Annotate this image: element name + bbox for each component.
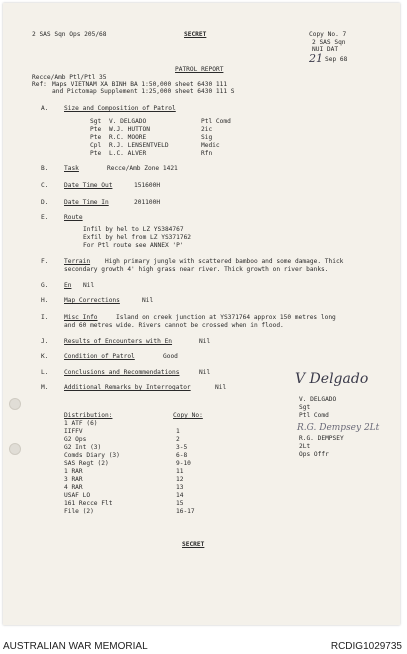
item-letter: D. [41, 199, 49, 206]
route-line: Infil by hel to LZ YS384767 [83, 226, 184, 233]
patrol-role: Rfn [201, 150, 213, 157]
item-label: Date Time Out [64, 182, 113, 189]
item-letter: J. [41, 338, 49, 345]
distribution-name: USAF LO [64, 492, 91, 499]
document-page [3, 3, 400, 625]
patrol-name: L.C. ALVER [109, 150, 147, 157]
item-letter: E. [41, 214, 49, 221]
route-line: For Ptl route see ANNEX 'P' [83, 242, 184, 249]
ref-pictomap: and Pictomap Supplement 1:25,000 sheet 6430 111 S [52, 88, 235, 95]
item-label: Date Time In [64, 199, 109, 206]
item-letter: G. [41, 282, 49, 289]
patrol-role: Sig [201, 134, 213, 141]
distribution-name: SAS Regt (2) [64, 460, 109, 467]
copy-number: Copy No. 7 [309, 31, 347, 38]
reference-number: 2 SAS Sqn Ops 205/68 [32, 31, 107, 38]
patrol-name: R.J. LENSENTVELD [109, 142, 169, 149]
patrol-role: Ptl Comd [201, 118, 231, 125]
item-value: Nil [199, 369, 211, 376]
distribution-copy: 2 [176, 436, 180, 443]
distribution-copy: 3-5 [176, 444, 188, 451]
signature-delgado: V Delgado [295, 371, 369, 387]
classification-bottom: SECRET [182, 541, 205, 548]
patrol-role: 2ic [201, 126, 213, 133]
report-title: PATROL REPORT [175, 66, 224, 73]
item-value: Nil [215, 384, 227, 391]
signature-name: V. DELGADO [299, 396, 337, 403]
item-value: 201100H [134, 199, 161, 206]
item-label: Misc Info [64, 314, 98, 321]
distribution-name: Comds Diary (3) [64, 452, 120, 459]
distribution-name: G2 Int (3) [64, 444, 102, 451]
signature-name: R.G. DEMPSEY [299, 435, 344, 442]
item-value: Good [163, 353, 178, 360]
item-label: Results of Encounters with En [64, 338, 173, 345]
item-value: Recce/Amb Zone 1421 [107, 165, 178, 172]
item-label: Terrain [64, 258, 91, 265]
item-value: Nil [142, 297, 154, 304]
date-day: 21 [309, 52, 323, 65]
misc-line: and 60 metres wide. Rivers cannot be crossed when in flood. [64, 322, 284, 329]
item-letter: M. [41, 384, 49, 391]
distribution-name: 161 Recce Flt [64, 500, 113, 507]
distribution-name: G2 Ops [64, 436, 87, 443]
misc-line: Island on creek junction at YS371764 approx 150 metres long [116, 314, 336, 321]
distribution-copy: 12 [176, 476, 184, 483]
footer-institution: AUSTRALIAN WAR MEMORIAL [3, 641, 148, 652]
item-letter: F. [41, 258, 49, 265]
signature-rank: 2Lt [299, 443, 311, 450]
distribution-name: IIFFV [64, 428, 83, 435]
item-label: Conclusions and Recommendations [64, 369, 180, 376]
patrol-name: W.J. HUTTON [109, 126, 150, 133]
distribution-copy: 16-17 [176, 508, 195, 515]
signature-role: Ops Offr [299, 451, 329, 458]
terrain-line: High primary jungle with scattered bamboo and some damage. Thick [105, 258, 344, 265]
item-letter: K. [41, 353, 49, 360]
unit-name: 2 SAS Sqn [312, 39, 346, 46]
route-line: Exfil by hel from LZ YS371762 [83, 234, 192, 241]
item-value: Nil [199, 338, 211, 345]
terrain-line: secondary growth 4' high grass near river. Thick growth on river banks. [64, 266, 329, 273]
recce-line: Recce/Amb Ptl/Ptl 35 [32, 74, 107, 81]
item-label: Additional Remarks by Interrogator [64, 384, 191, 391]
signature-rank: Sgt [299, 404, 311, 411]
item-value: Nil [83, 282, 95, 289]
location: NUI DAT [312, 46, 339, 53]
item-label: Condition of Patrol [64, 353, 135, 360]
item-letter: H. [41, 297, 49, 304]
patrol-rank: Pte [90, 150, 102, 157]
distribution-name: 3 RAR [64, 476, 83, 483]
distribution-name: 1 ATF (6) [64, 420, 98, 427]
copy-header: Copy No: [173, 412, 203, 419]
ref-label: Ref: [32, 81, 47, 88]
distribution-name: File (2) [64, 508, 94, 515]
item-letter: C. [41, 182, 49, 189]
patrol-rank: Cpl [90, 142, 102, 149]
distribution-name: 1 RAR [64, 468, 83, 475]
patrol-name: R.C. MOORE [109, 134, 147, 141]
signature-dempsey: R.G. Dempsey 2Lt [297, 423, 380, 433]
distribution-copy: 1 [176, 428, 180, 435]
distribution-copy: 15 [176, 500, 184, 507]
item-label: En [64, 282, 72, 289]
item-label: Route [64, 214, 83, 221]
patrol-role: Medic [201, 142, 220, 149]
distribution-copy: 14 [176, 492, 184, 499]
punch-hole [9, 398, 21, 410]
item-letter: B. [41, 165, 49, 172]
classification-top: SECRET [184, 31, 207, 38]
distribution-header: Distribution: [64, 412, 113, 419]
distribution-copy: 9-10 [176, 460, 191, 467]
distribution-copy: 6-8 [176, 452, 188, 459]
item-letter: L. [41, 369, 49, 376]
item-label: Task [64, 165, 79, 172]
patrol-rank: Sgt [90, 118, 102, 125]
punch-hole [9, 443, 21, 455]
distribution-copy: 13 [176, 484, 184, 491]
date-month: Sep 68 [325, 56, 348, 63]
footer-record-id: RCDIG1029735 [330, 641, 402, 652]
ref-map: Maps VIETNAM XA BINH BA 1:50,000 sheet 6430 111 [52, 81, 228, 88]
distribution-name: 4 RAR [64, 484, 83, 491]
item-label: Map Corrections [64, 297, 120, 304]
patrol-rank: Pte [90, 134, 102, 141]
patrol-rank: Pte [90, 126, 102, 133]
item-letter: A. [41, 105, 49, 112]
signature-role: Ptl Comd [299, 412, 329, 419]
item-letter: I. [41, 314, 49, 321]
item-label: Size and Composition of Patrol [64, 105, 176, 112]
patrol-name: V. DELGADO [109, 118, 147, 125]
distribution-copy: 11 [176, 468, 184, 475]
item-value: 151600H [134, 182, 161, 189]
